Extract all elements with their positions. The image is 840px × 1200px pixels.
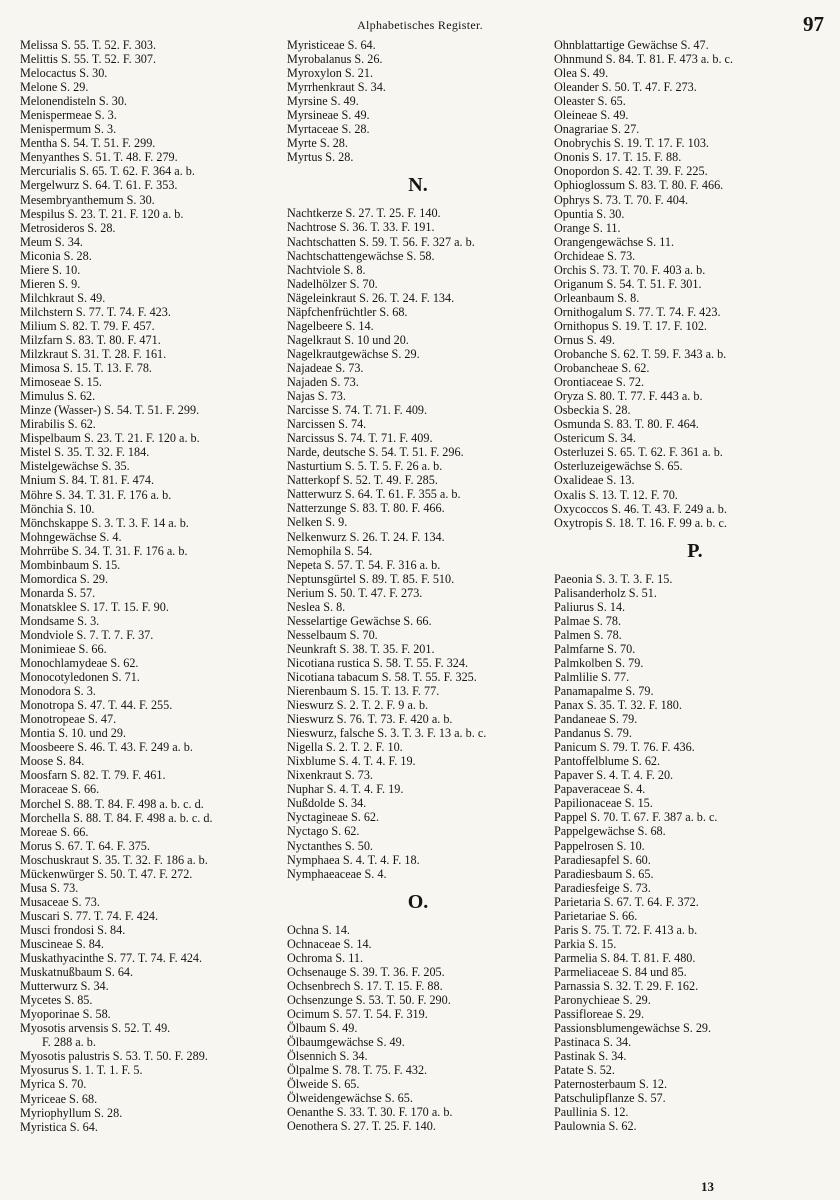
index-entry: Milchstern S. 77. T. 74. F. 423. <box>20 304 171 319</box>
index-entry: Pandanus S. 79. <box>554 726 632 741</box>
index-entry: Milzfarn S. 83. T. 80. F. 471. <box>20 332 161 347</box>
index-entry: Mondsame S. 3. <box>20 613 100 628</box>
index-entry: Musa S. 73. <box>20 880 79 895</box>
index-entry: Myrtus S. 28. <box>287 150 354 165</box>
index-entry: Moosbeere S. 46. T. 43. F. 249 a. b. <box>20 740 193 755</box>
index-entry: Nyctago S. 62. <box>287 824 360 839</box>
index-entry: Neslea S. 8. <box>287 599 346 614</box>
index-entry: Monimieae S. 66. <box>20 642 107 657</box>
index-entry: Moschuskraut S. 35. T. 32. F. 186 a. b. <box>20 852 208 867</box>
index-entry: Orleanbaum S. 8. <box>554 290 640 305</box>
index-entry: Musci frondosi S. 84. <box>20 922 126 937</box>
index-entry: Miere S. 10. <box>20 262 81 277</box>
index-entry: Nigella S. 2. T. 2. F. 10. <box>287 740 403 755</box>
index-entry: Ophioglossum S. 83. T. 80. F. 466. <box>554 178 724 193</box>
index-entry: Melissa S. 55. T. 52. F. 303. <box>20 38 157 52</box>
index-entry: Paradiesbaum S. 65. <box>554 866 654 881</box>
index-entry: Myosurus S. 1. T. 1. F. 5. <box>20 1063 143 1078</box>
index-entry: Ornithogalum S. 77. T. 74. F. 423. <box>554 304 721 319</box>
index-entry: Nymphaeaceae S. 4. <box>287 866 387 881</box>
index-entry: Panamapalme S. 79. <box>554 684 654 699</box>
index-entry: Palisanderholz S. 51. <box>554 585 657 600</box>
index-entry: Ochnaceae S. 14. <box>287 936 372 951</box>
index-entry: Ostericum S. 34. <box>554 431 636 446</box>
index-entry: Miconia S. 28. <box>20 248 92 263</box>
index-entry: Najadeae S. 73. <box>287 360 364 375</box>
index-entry: Muskatnußbaum S. 64. <box>20 965 134 980</box>
index-entry: Morchel S. 88. T. 84. F. 498 a. b. c. d. <box>20 796 204 811</box>
index-entry: Orangengewächse S. 11. <box>554 234 675 249</box>
index-entry: Nyctanthes S. 50. <box>287 838 373 853</box>
index-entry: Nicotiana rustica S. 58. T. 55. F. 324. <box>287 655 469 670</box>
page-header <box>0 8 840 38</box>
index-entry: Menyanthes S. 51. T. 48. F. 279. <box>20 150 178 165</box>
index-entry: Monarda S. 57. <box>20 585 96 600</box>
index-entry: Palmen S. 78. <box>554 627 622 642</box>
index-entry: Orontiaceae S. 72. <box>554 375 645 390</box>
index-entry: Nerium S. 50. T. 47. F. 273. <box>287 585 423 600</box>
index-entry: Nemophila S. 54. <box>287 543 373 558</box>
index-entry: Ohnblattartige Gewächse S. 47. <box>554 38 709 52</box>
index-entry: Oryza S. 80. T. 77. F. 443 a. b. <box>554 389 703 404</box>
index-entry: Opuntia S. 30. <box>554 206 625 221</box>
index-entry: Milium S. 82. T. 79. F. 457. <box>20 318 155 333</box>
index-entry: Oleander S. 50. T. 47. F. 273. <box>554 80 697 95</box>
index-entry: Orchis S. 73. T. 70. F. 403 a. b. <box>554 262 706 277</box>
index-entry: F. 288 a. b. <box>42 1035 96 1050</box>
index-entry: Myrrhenkraut S. 34. <box>287 80 386 95</box>
index-entry: Passifloreae S. 29. <box>554 1007 645 1022</box>
index-entry: Neunkraft S. 38. T. 35. F. 201. <box>287 641 435 656</box>
index-entry: Mentha S. 54. T. 51. F. 299. <box>20 136 156 151</box>
index-entry: Musaceae S. 73. <box>20 894 100 909</box>
index-entry: Ölbaumgewächse S. 49. <box>287 1035 405 1050</box>
index-entry: Oxytropis S. 18. T. 16. F. 99 a. b. c. <box>554 515 727 530</box>
index-entry: Muscari S. 77. T. 74. F. 424. <box>20 908 159 923</box>
index-entry: Nixblume S. 4. T. 4. F. 19. <box>287 754 416 769</box>
index-entry: Möhre S. 34. T. 31. F. 176 a. b. <box>20 487 172 502</box>
index-entry: Myrsineae S. 49. <box>287 108 370 123</box>
index-entry: Paliurus S. 14. <box>554 599 626 614</box>
index-entry: Pappelgewächse S. 68. <box>554 824 666 839</box>
index-entry: Passionsblumengewächse S. 29. <box>554 1021 712 1036</box>
index-entry: Nesselbaum S. 70. <box>287 627 378 642</box>
index-entry: Nägeleinkraut S. 26. T. 24. F. 134. <box>287 290 455 305</box>
index-entry: Mondviole S. 7. T. 7. F. 37. <box>20 627 154 642</box>
index-entry: Osbeckia S. 28. <box>554 403 631 418</box>
index-entry: Palmkolben S. 79. <box>554 655 644 670</box>
index-entry: Nagelkrautgewächse S. 29. <box>287 346 420 361</box>
index-entry: Natterwurz S. 64. T. 61. F. 355 a. b. <box>287 487 461 502</box>
index-entry: Oxycoccos S. 46. T. 43. F. 249 a. b. <box>554 501 727 516</box>
index-entry: Patate S. 52. <box>554 1063 615 1078</box>
index-entry: Monatsklee S. 17. T. 15. F. 90. <box>20 599 169 614</box>
index-entry: Minze (Wasser-) S. 54. T. 51. F. 299. <box>20 403 200 418</box>
index-entry: Nyctagineae S. 62. <box>287 810 380 825</box>
index-entry: Patschulipflanze S. 57. <box>554 1091 666 1106</box>
index-entry: Ochsenzunge S. 53. T. 50. F. 290. <box>287 992 451 1007</box>
index-entry: Nelkenwurz S. 26. T. 24. F. 134. <box>287 529 445 544</box>
index-entry: Myristica S. 64. <box>20 1119 98 1134</box>
index-entry: Oenothera S. 27. T. 25. F. 140. <box>287 1119 436 1134</box>
running-title: Alphabetisches Register. <box>357 18 483 32</box>
index-entry: Oleaster S. 65. <box>554 94 626 109</box>
index-entry: Ölbaum S. 49. <box>287 1021 358 1035</box>
index-entry: Myoporinae S. 58. <box>20 1007 111 1022</box>
index-entry: Ölsennich S. 34. <box>287 1049 368 1064</box>
index-entry: Ornus S. 49. <box>554 332 615 347</box>
index-entry: Orobancheae S. 62. <box>554 361 650 376</box>
index-entry: Osterluzeigewächse S. 65. <box>554 459 683 474</box>
index-entry: Onopordon S. 42. T. 39. F. 225. <box>554 164 708 179</box>
index-entry: Ohnmund S. 84. T. 81. F. 473 a. b. c. <box>554 52 734 67</box>
index-entry: Mönchia S. 10. <box>20 501 95 516</box>
index-entry: Orchideae S. 73. <box>554 248 636 263</box>
index-entry: Ononis S. 17. T. 15. F. 88. <box>554 150 682 165</box>
index-entry: Myristiceae S. 64. <box>287 38 376 52</box>
index-entry: Palmae S. 78. <box>554 613 622 628</box>
index-entry: Nieswurz S. 2. T. 2. F. 9 a. b. <box>287 698 429 713</box>
index-entry: Osmunda S. 83. T. 80. F. 464. <box>554 417 699 432</box>
index-entry: Myosotis palustris S. 53. T. 50. F. 289. <box>20 1049 208 1064</box>
index-entry: Ochsenauge S. 39. T. 36. F. 205. <box>287 964 445 979</box>
index-entry: Myrte S. 28. <box>287 136 348 151</box>
index-entry: Pastinak S. 34. <box>554 1049 627 1064</box>
index-entry: Paulownia S. 62. <box>554 1119 637 1134</box>
index-entry: Paullinia S. 12. <box>554 1105 629 1120</box>
index-entry: Ochsenbrech S. 17. T. 15. F. 88. <box>287 978 443 993</box>
index-entry: Nagelbeere S. 14. <box>287 318 374 333</box>
index-entry: Myrsine S. 49. <box>287 94 359 109</box>
index-entry: Mimulus S. 62. <box>20 389 96 404</box>
index-entry: Mutterwurz S. 34. <box>20 979 109 994</box>
index-entry: Panicum S. 79. T. 76. F. 436. <box>554 740 695 755</box>
index-entry: Natterzunge S. 83. T. 80. F. 466. <box>287 501 445 516</box>
index-entry: Ölpalme S. 78. T. 75. F. 432. <box>287 1063 428 1078</box>
index-entry: Mohrrübe S. 34. T. 31. F. 176 a. b. <box>20 543 188 558</box>
index-entry: Mistelgewächse S. 35. <box>20 459 130 474</box>
index-entry: Mergelwurz S. 64. T. 61. F. 353. <box>20 178 178 193</box>
index-entry: Panax S. 35. T. 32. F. 180. <box>554 698 682 713</box>
index-entry: Momordica S. 29. <box>20 571 109 586</box>
index-entry: Natterkopf S. 52. T. 49. F. 285. <box>287 473 438 488</box>
index-entry: Paronychieae S. 29. <box>554 993 651 1008</box>
index-entry: Papaver S. 4. T. 4. F. 20. <box>554 768 674 783</box>
index-entry: Narcisse S. 74. T. 71. F. 409. <box>287 403 428 418</box>
index-entry: Mirabilis S. 62. <box>20 417 96 432</box>
index-column-1 <box>20 38 282 1134</box>
index-entry: Nagelkraut S. 10 und 20. <box>287 332 409 347</box>
index-entry: Melone S. 29. <box>20 80 89 95</box>
index-entry: Papilionaceae S. 15. <box>554 796 653 811</box>
index-entry: Nachtschattengewächse S. 58. <box>287 248 435 263</box>
index-entry: Moosfarn S. 82. T. 79. F. 461. <box>20 768 166 783</box>
index-entry: Muskathyacinthe S. 77. T. 74. F. 424. <box>20 951 203 966</box>
index-entry: Pandaneae S. 79. <box>554 712 638 727</box>
index-entry: Pappel S. 70. T. 67. F. 387 a. b. c. <box>554 810 718 825</box>
index-entry: Parietariae S. 66. <box>554 908 638 923</box>
index-entry: Parnassia S. 32. T. 29. F. 162. <box>554 979 699 993</box>
index-entry: Mimoseae S. 15. <box>20 375 102 390</box>
index-entry: Melittis S. 55. T. 52. F. 307. <box>20 52 157 67</box>
index-entry: Mimosa S. 15. T. 13. F. 78. <box>20 361 152 376</box>
index-entry: Nixenkraut S. 73. <box>287 768 373 783</box>
index-entry: Menispermeae S. 3. <box>20 108 117 123</box>
page-number: 97 <box>803 12 824 36</box>
index-entry: Nußdolde S. 34. <box>287 796 367 811</box>
index-entry: Ophrys S. 73. T. 70. F. 404. <box>554 192 689 207</box>
index-entry: Oxalideae S. 13. <box>554 473 635 488</box>
index-entry: Menispermum S. 3. <box>20 122 117 137</box>
index-entry: Orange S. 11. <box>554 220 621 235</box>
index-entry: Mispelbaum S. 23. T. 21. F. 120 a. b. <box>20 431 200 446</box>
index-entry: Melocactus S. 30. <box>20 66 108 81</box>
index-entry: Myroxylon S. 21. <box>287 66 373 81</box>
index-entry: Paris S. 75. T. 72. F. 413 a. b. <box>554 922 698 937</box>
index-entry: Mistel S. 35. T. 32. F. 184. <box>20 445 150 460</box>
index-entry: Myriceae S. 68. <box>20 1091 98 1106</box>
index-entry: Mieren S. 9. <box>20 276 81 291</box>
index-entry: Nachtrose S. 36. T. 33. F. 191. <box>287 220 435 235</box>
index-entry: Nicotiana tabacum S. 58. T. 55. F. 325. <box>287 669 477 684</box>
index-entry: Metrosideros S. 28. <box>20 220 116 235</box>
index-entry: Ocimum S. 57. T. 54. F. 319. <box>287 1006 428 1021</box>
index-entry: Mercurialis S. 65. T. 62. F. 364 a. b. <box>20 164 195 179</box>
index-entry: Narde, deutsche S. 54. T. 51. F. 296. <box>287 445 464 460</box>
index-entry: Montia S. 10. und 29. <box>20 726 126 741</box>
index-entry: Milzkraut S. 31. T. 28. F. 161. <box>20 347 167 362</box>
index-entry: Pappelrosen S. 10. <box>554 838 645 853</box>
index-entry: Ochna S. 14. <box>287 922 350 937</box>
index-entry: Moose S. 84. <box>20 754 85 769</box>
index-entry: Narcissen S. 74. <box>287 417 367 432</box>
index-entry: Najaden S. 73. <box>287 374 359 389</box>
index-entry: Nymphaea S. 4. T. 4. F. 18. <box>287 852 420 867</box>
index-entry: Paradiesapfel S. 60. <box>554 852 651 867</box>
index-entry: Myrobalanus S. 26. <box>287 52 383 67</box>
index-entry: Nasturtium S. 5. T. 5. F. 26 a. b. <box>287 459 443 474</box>
index-entry: Nachtviole S. 8. <box>287 262 366 277</box>
index-entry: Nepeta S. 57. T. 54. F. 316 a. b. <box>287 557 441 572</box>
index-entry: Narcissus S. 74. T. 71. F. 409. <box>287 431 433 446</box>
index-entry: Pastinaca S. 34. <box>554 1035 632 1050</box>
index-entry: Oxalis S. 13. T. 12. F. 70. <box>554 487 678 502</box>
index-entry: Ölweidengewächse S. 65. <box>287 1091 413 1106</box>
index-entry: Najas S. 73. <box>287 389 346 404</box>
index-entry: Mnium S. 84. T. 81. F. 474. <box>20 473 155 488</box>
index-entry: Paeonia S. 3. T. 3. F. 15. <box>554 571 673 586</box>
index-entry: Paradiesfeige S. 73. <box>554 880 651 895</box>
index-entry: Parietaria S. 67. T. 64. F. 372. <box>554 894 699 909</box>
index-entry: Myrtaceae S. 28. <box>287 122 370 137</box>
index-entry: Monocotyledonen S. 71. <box>20 670 140 685</box>
index-entry: Palmlilie S. 77. <box>554 669 630 684</box>
index-entry: Monotropa S. 47. T. 44. F. 255. <box>20 698 173 713</box>
index-entry: Orobanche S. 62. T. 59. F. 343 a. b. <box>554 347 727 362</box>
index-entry: Origanum S. 54. T. 51. F. 301. <box>554 276 702 291</box>
section-letter-heading: N. <box>408 174 428 197</box>
index-entry: Mönchskappe S. 3. T. 3. F. 14 a. b. <box>20 515 189 530</box>
index-entry: Pantoffelblume S. 62. <box>554 754 661 769</box>
index-entry: Myriophyllum S. 28. <box>20 1105 123 1120</box>
index-entry: Papaveraceae S. 4. <box>554 782 646 797</box>
index-entry: Monodora S. 3. <box>20 684 96 699</box>
index-entry: Mycetes S. 85. <box>20 993 93 1008</box>
index-entry: Nesselartige Gewächse S. 66. <box>287 613 432 628</box>
index-entry: Mespilus S. 23. T. 21. F. 120 a. b. <box>20 206 184 221</box>
index-entry: Mesembryanthemum S. 30. <box>20 192 155 207</box>
index-entry: Moreae S. 66. <box>20 824 89 839</box>
index-entry: Nierenbaum S. 15. T. 13. F. 77. <box>287 684 440 699</box>
index-entry: Milchkraut S. 49. <box>20 290 106 305</box>
index-entry: Palmfarne S. 70. <box>554 641 636 656</box>
index-entry: Onobrychis S. 19. T. 17. F. 103. <box>554 136 709 151</box>
index-entry: Onagrariae S. 27. <box>554 122 640 137</box>
index-entry: Näpfchenfrüchtler S. 68. <box>287 304 408 319</box>
index-entry: Mückenwürger S. 50. T. 47. F. 272. <box>20 866 193 881</box>
index-entry: Moraceae S. 66. <box>20 782 100 797</box>
index-entry: Mombinbaum S. 15. <box>20 557 121 572</box>
index-entry: Neptunsgürtel S. 89. T. 85. F. 510. <box>287 571 455 586</box>
index-entry: Nieswurz S. 76. T. 73. F. 420 a. b. <box>287 712 453 727</box>
index-entry: Monotropeae S. 47. <box>20 712 117 727</box>
index-entry: Nadelhölzer S. 70. <box>287 276 378 291</box>
index-entry: Olea S. 49. <box>554 66 609 81</box>
index-entry: Morus S. 67. T. 64. F. 375. <box>20 838 150 853</box>
section-letter-heading: P. <box>687 539 703 562</box>
index-entry: Oenanthe S. 33. T. 30. F. 170 a. b. <box>287 1105 453 1120</box>
index-entry: Ölweide S. 65. <box>287 1077 360 1092</box>
index-entry: Melonendisteln S. 30. <box>20 94 127 109</box>
index-entry: Oleineae S. 49. <box>554 108 629 123</box>
index-entry: Paternosterbaum S. 12. <box>554 1077 668 1092</box>
index-entry: Parkia S. 15. <box>554 936 617 951</box>
index-entry: Meum S. 34. <box>20 234 83 249</box>
index-entry: Mohngewächse S. 4. <box>20 529 122 544</box>
signature-mark: 13 <box>701 1179 714 1194</box>
index-entry: Nelken S. 9. <box>287 515 348 530</box>
index-entry: Nieswurz, falsche S. 3. T. 3. F. 13 a. b. c. <box>287 726 487 741</box>
index-entry: Ochroma S. 11. <box>287 950 364 965</box>
index-entry: Nachtkerze S. 27. T. 25. F. 140. <box>287 206 441 221</box>
index-entry: Myosotis arvensis S. 52. T. 49. <box>20 1021 171 1036</box>
index-column-2 <box>287 38 549 1133</box>
index-entry: Nuphar S. 4. T. 4. F. 19. <box>287 782 404 797</box>
index-entry: Parmeliaceae S. 84 und 85. <box>554 964 687 979</box>
index-entry: Myrica S. 70. <box>20 1077 87 1092</box>
index-entry: Monochlamydeae S. 62. <box>20 656 139 671</box>
index-entry: Muscineae S. 84. <box>20 937 104 951</box>
index-entry: Morchella S. 88. T. 84. F. 498 a. b. c. d. <box>20 810 213 825</box>
index-entry: Parmelia S. 84. T. 81. F. 480. <box>554 950 696 965</box>
index-entry: Osterluzei S. 65. T. 62. F. 361 a. b. <box>554 445 723 460</box>
index-column-3 <box>554 38 836 1134</box>
section-letter-heading: O. <box>407 890 429 913</box>
index-entry: Nachtschatten S. 59. T. 56. F. 327 a. b. <box>287 234 475 249</box>
index-entry: Ornithopus S. 19. T. 17. F. 102. <box>554 318 707 333</box>
